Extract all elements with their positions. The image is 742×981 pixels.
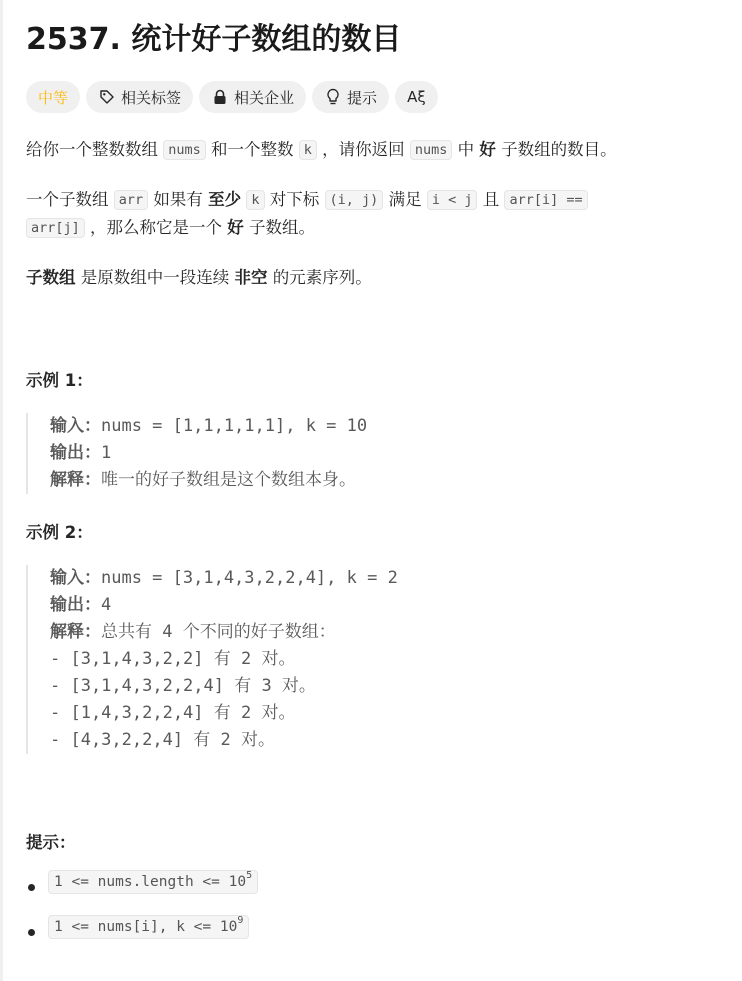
explain-line: - [4,3,2,2,4] 有 2 对。	[50, 730, 275, 750]
inline-code: arr[j]	[26, 218, 85, 238]
bold-text: 好	[479, 140, 496, 159]
example-2-block	[26, 565, 398, 754]
list-item	[26, 915, 258, 960]
bold-text: 至少	[208, 190, 242, 209]
explain-line: - [3,1,4,3,2,2,4] 有 3 对。	[50, 676, 316, 696]
related-tags-label: 相关标签	[121, 88, 182, 107]
example-1-heading: 示例 1：	[26, 371, 93, 390]
difficulty-badge: 中等	[26, 81, 80, 113]
output-value: 4	[101, 595, 112, 615]
tag-bar	[26, 81, 438, 113]
text: 的元素序列。	[272, 268, 372, 287]
related-tags-button[interactable]	[86, 81, 193, 113]
inline-code: arr[i] ==	[504, 190, 587, 210]
bullet-icon	[28, 929, 35, 936]
text: ，那么称它是一个	[90, 218, 223, 237]
constraint-text: 1 <= nums[i], k <= 10	[54, 919, 238, 935]
text: ，请你返回	[322, 140, 405, 159]
bold-text: 好	[227, 218, 244, 237]
translate-icon: Aξ	[407, 88, 426, 106]
text: 满足	[388, 190, 422, 209]
list-item	[26, 870, 258, 915]
inline-code: nums	[163, 140, 206, 160]
output-label: 输出：	[50, 443, 101, 463]
text: 和一个整数	[211, 140, 294, 159]
text: 给你一个整数数组	[26, 140, 158, 159]
explain-label: 解释：	[50, 622, 101, 642]
explain-line: - [3,1,4,3,2,2] 有 2 对。	[50, 649, 296, 669]
exponent: 9	[237, 915, 244, 926]
inline-code: k	[299, 140, 317, 160]
output-label: 输出：	[50, 595, 101, 615]
input-value: nums = [3,1,4,3,2,2,4], k = 2	[101, 568, 398, 588]
constraints-heading: 提示：	[26, 833, 76, 852]
output-value: 1	[101, 443, 112, 463]
text: 对下标	[269, 190, 320, 209]
example-1-block	[26, 413, 367, 494]
example-2-heading: 示例 2：	[26, 523, 93, 542]
bold-text: 子数组	[26, 268, 76, 287]
lightbulb-icon	[324, 88, 342, 106]
description-paragraph-1	[26, 136, 716, 164]
inline-code: (i, j)	[325, 190, 384, 210]
bullet-icon	[28, 884, 35, 891]
inline-code: i < j	[427, 190, 478, 210]
text: 中	[457, 140, 475, 159]
text: 子数组的数目。	[501, 140, 617, 159]
inline-code: k	[246, 190, 264, 210]
description-paragraph-2	[26, 186, 666, 242]
text: 如果有	[153, 190, 203, 209]
inline-code: nums	[410, 140, 453, 160]
description-paragraph-3	[26, 264, 716, 292]
translate-button[interactable]	[395, 81, 438, 113]
explain-label: 解释：	[50, 470, 101, 490]
input-label: 输入：	[50, 416, 101, 436]
left-border	[0, 0, 3, 981]
explain-line: - [1,4,3,2,2,4] 有 2 对。	[50, 703, 296, 723]
bold-text: 非空	[234, 268, 268, 287]
constraint-text: 1 <= nums.length <= 10	[54, 874, 247, 890]
explain-text: 唯一的好子数组是这个数组本身。	[101, 470, 356, 490]
exponent: 5	[246, 870, 253, 881]
constraint-code	[48, 870, 258, 894]
text: 子数组。	[249, 218, 316, 237]
tag-icon	[98, 88, 116, 106]
related-companies-label: 相关企业	[234, 88, 295, 107]
hints-label: 提示	[347, 88, 378, 107]
constraints-list	[26, 870, 258, 960]
text: 是原数组中一段连续	[80, 268, 230, 287]
constraint-code	[48, 915, 249, 939]
lock-icon	[211, 88, 229, 106]
problem-title[interactable]: 2537. 统计好子数组的数目	[26, 22, 402, 57]
hints-button[interactable]	[312, 81, 389, 113]
text: 一个子数组	[26, 190, 109, 209]
input-label: 输入：	[50, 568, 101, 588]
text: 且	[482, 190, 500, 209]
inline-code: arr	[114, 190, 148, 210]
related-companies-button[interactable]	[199, 81, 306, 113]
explain-text: 总共有 4 个不同的好子数组：	[101, 622, 336, 642]
input-value: nums = [1,1,1,1,1], k = 10	[101, 416, 368, 436]
